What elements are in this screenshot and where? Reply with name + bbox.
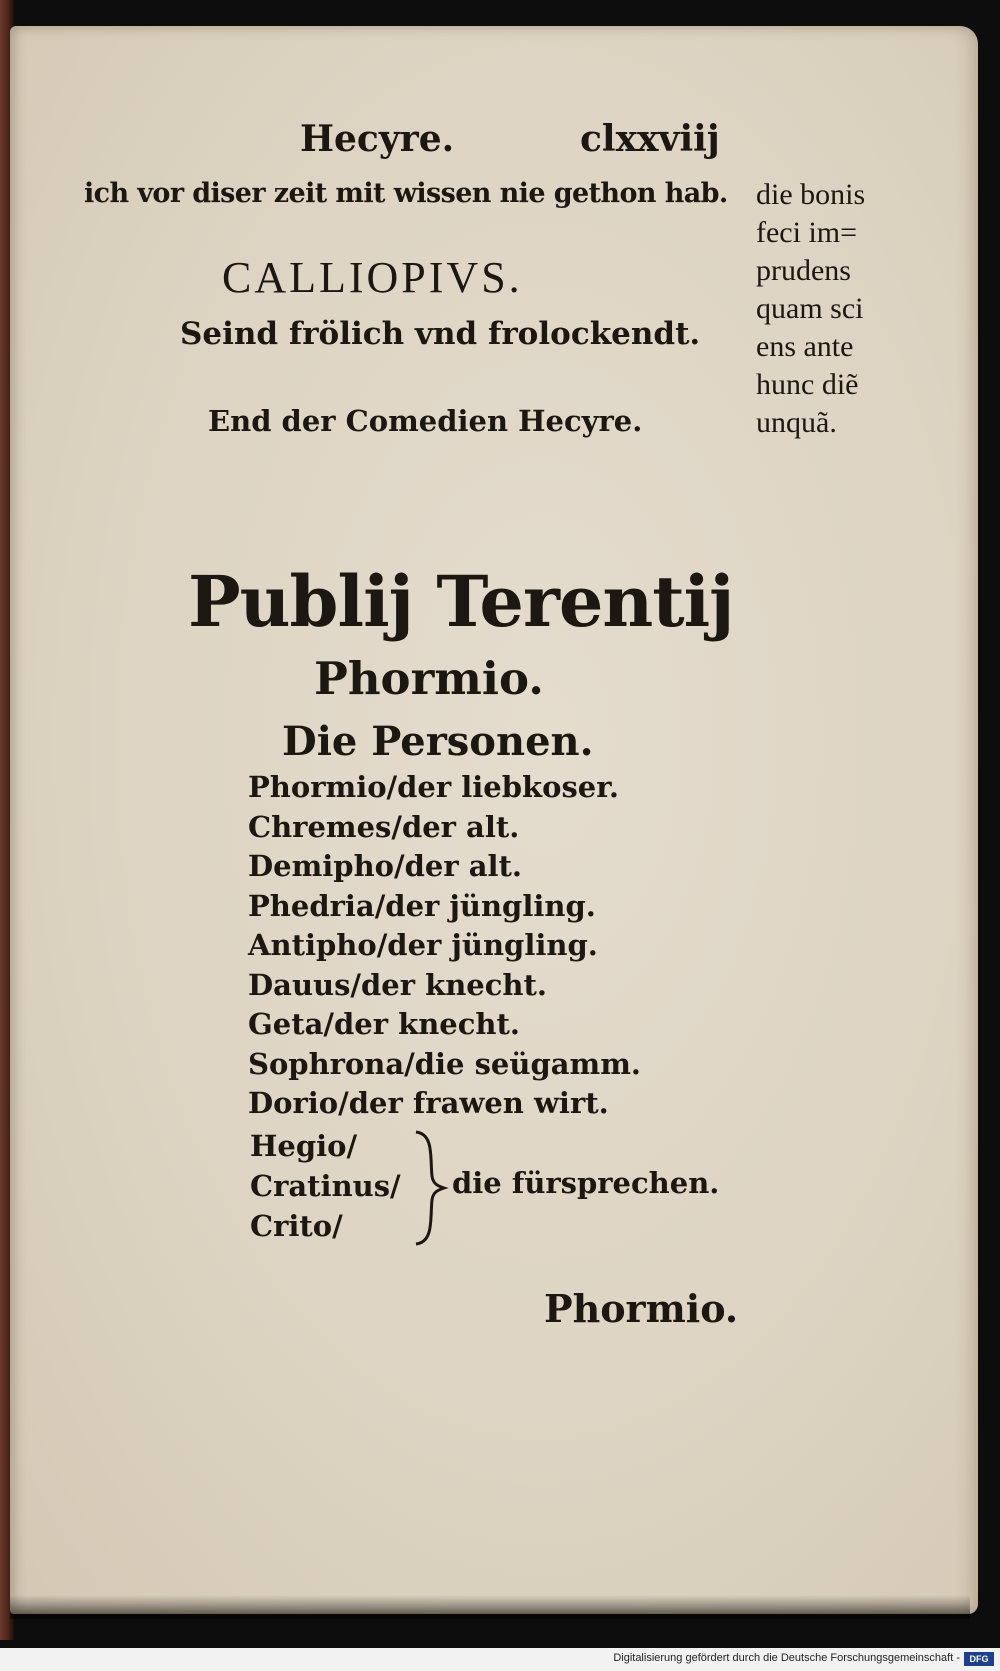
advocate-entry: Cratinus/ bbox=[250, 1169, 401, 1203]
margin-note-line: quam sci bbox=[756, 292, 864, 325]
person-entry: Demipho/der alt. bbox=[248, 849, 522, 883]
funding-credit: Digitalisierung gefördert durch die Deutsche Forschungsgemeinschaft - bbox=[613, 1652, 960, 1664]
text-line-1: ich vor diser zeit mit wissen nie gethon hab. bbox=[84, 178, 728, 209]
margin-note-line: unquã. bbox=[756, 406, 837, 439]
margin-note-line: feci im= bbox=[756, 216, 858, 249]
person-entry: Phormio/der liebkoser. bbox=[248, 770, 619, 804]
person-entry: Chremes/der alt. bbox=[248, 809, 520, 844]
person-entry: Phedria/der jüngling. bbox=[248, 888, 596, 923]
persons-list bbox=[248, 768, 641, 1124]
margin-note-line: hunc diẽ bbox=[756, 368, 859, 401]
margin-note-line: die bonis bbox=[756, 178, 866, 211]
running-title: Hecyre. bbox=[300, 118, 455, 160]
explicit-line: End der Comedien Hecyre. bbox=[208, 404, 643, 438]
advocates-list bbox=[250, 1126, 401, 1246]
person-entry: Geta/der knecht. bbox=[248, 1007, 520, 1041]
person-entry: Dorio/der frawen wirt. bbox=[248, 1086, 609, 1120]
person-entry: Dauus/der knecht. bbox=[248, 967, 547, 1002]
margin-note-line: prudens bbox=[756, 254, 851, 287]
speech-line: Seind frölich vnd frolockendt. bbox=[180, 316, 701, 352]
advocates-role: die fürsprechen. bbox=[452, 1166, 720, 1200]
page-bottom-shadow bbox=[10, 1595, 970, 1619]
advocate-entry: Crito/ bbox=[250, 1209, 343, 1243]
curly-brace bbox=[412, 1128, 452, 1248]
folio-number: clxxviij bbox=[580, 118, 720, 160]
person-entry: Antipho/der jüngling. bbox=[248, 928, 598, 962]
dfg-logo: DFG bbox=[964, 1652, 994, 1666]
play-subtitle: Phormio. bbox=[314, 652, 544, 705]
margin-note bbox=[756, 176, 865, 442]
persons-heading: Die Personen. bbox=[282, 718, 594, 765]
person-entry: Sophrona/die seügamm. bbox=[248, 1046, 641, 1081]
advocate-entry: Hegio/ bbox=[250, 1129, 358, 1163]
speaker-name: CALLIOPIVS. bbox=[222, 253, 523, 302]
margin-note-line: ens ante bbox=[756, 330, 854, 363]
play-title: Publij Terentij bbox=[188, 560, 734, 643]
catchword: Phormio. bbox=[544, 1286, 739, 1331]
